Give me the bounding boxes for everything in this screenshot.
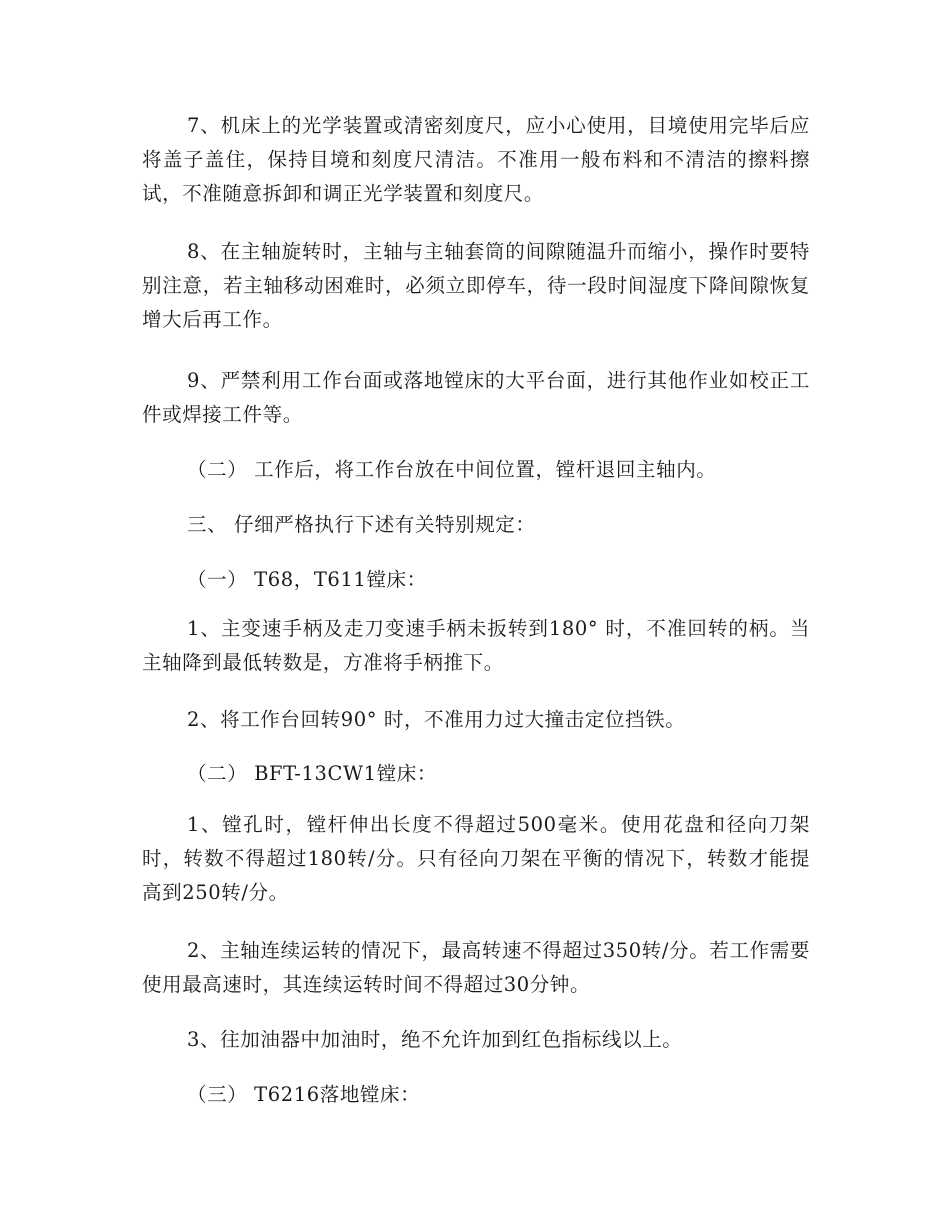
subheading-after-work: （二） 工作后，将工作台放在中间位置，镗杆退回主轴内。 [187,458,717,481]
paragraph-t68-rule-1: 1、主变速手柄及走刀变速手柄未扳转到180° 时，不准回转的柄。当主轴降到最低转数是，方准将手柄推下。 [142,617,810,674]
paragraph-t68-rule-2: 2、将工作台回转90° 时，不准用力过大撞击定位挡铁。 [187,708,686,731]
subheading-bft: （二） BFT-13CW1镗床： [187,762,437,785]
section-heading-special-rules: 三、 仔细严格执行下述有关特别规定： [187,513,536,536]
paragraph-item-8: 8、在主轴旋转时，主轴与主轴套筒的间隙随温升而缩小，操作时要特别注意，若主轴移动困难时，必须立即停车，待一段时间湿度下降间隙恢复增大后再工作。 [142,240,810,331]
paragraph-item-9: 9、严禁利用工作台面或落地镗床的大平台面，进行其他作业如校正工件或焊接工件等。 [142,369,810,426]
paragraph-bft-rule-1: 1、镗孔时，镗杆伸出长度不得超过500毫米。使用花盘和径向刀架时，转数不得超过180转/分。只有径向刀架在平衡的情况下，转数才能提高到250转/分。 [142,813,810,904]
paragraph-bft-rule-3: 3、往加油器中加油时，绝不允许加到红色指标线以上。 [187,1028,683,1051]
paragraph-bft-rule-2: 2、主轴连续运转的情况下，最高转速不得超过350转/分。若工作需要使用最高速时，其连续运转时间不得超过30分钟。 [142,939,810,996]
subheading-t68-t611: （一） T68，T611镗床： [187,568,427,591]
subheading-t6216: （三） T6216落地镗床： [187,1083,421,1106]
paragraph-item-7: 7、机床上的光学装置或清密刻度尺，应小心使用，目境使用完毕后应将盖子盖住，保持目境和刻度尺清洁。不准用一般布料和不清洁的擦料擦试，不准随意拆卸和调正光学装置和刻度尺。 [142,114,810,205]
